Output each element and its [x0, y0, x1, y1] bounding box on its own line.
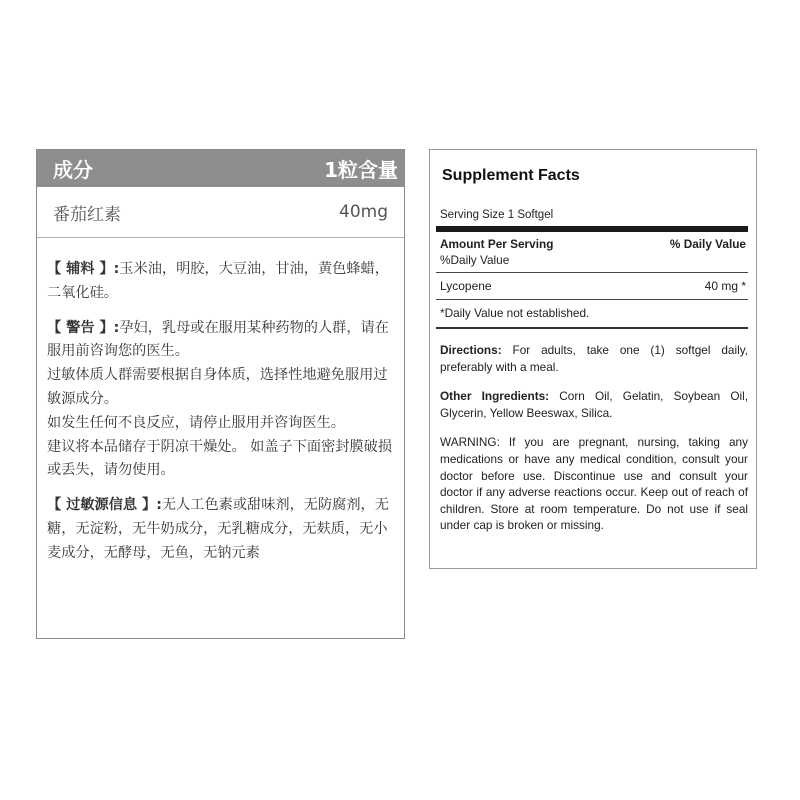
daily-value-label: %Daily Value	[436, 251, 748, 273]
cn-warning-line: 如发生任何不良反应，请停止服用并咨询医生。	[47, 414, 345, 431]
cn-excipients-text: 玉米油，明胶，大豆油，甘油，黄色蜂蜡，二氧化硅。	[47, 261, 389, 301]
lycopene-row	[436, 273, 748, 300]
cn-ingredient-name: 番茄红素	[53, 204, 121, 225]
supplement-facts-panel	[429, 149, 757, 569]
cn-warning-section	[47, 317, 398, 484]
cn-ingredient-panel	[36, 149, 405, 639]
cn-excipients-tag: 【 辅料 】:	[47, 261, 120, 277]
cn-warning-line: 建议将本品储存于阴凉干燥处。 如盖子下面密封膜破损或丢失，请勿使用。	[47, 438, 393, 479]
supplement-facts-title: Supplement Facts	[442, 167, 580, 184]
amount-per-serving-label: Amount Per Serving	[440, 237, 554, 251]
cn-ingredient-row	[37, 187, 404, 238]
cn-header-bar	[37, 150, 404, 187]
cn-header-amount-label: 1粒含量	[324, 158, 398, 182]
cn-warning-tag: 【 警告 】:	[47, 319, 120, 336]
directions-text: For adults, take one (1) softgel daily, preferably with a meal.	[440, 343, 748, 374]
supplement-facts-table	[436, 185, 748, 329]
cn-allergen-tag: 【 过敏源信息 】:	[47, 497, 162, 514]
daily-value-header: % Daily Value	[669, 237, 746, 251]
other-ingredients-label: Other Ingredients:	[440, 389, 550, 404]
cn-ingredient-amount: 40mg	[339, 202, 388, 222]
lycopene-amount: 40 mg *	[704, 279, 746, 293]
cn-allergen-section	[47, 494, 398, 565]
serving-size: Serving Size 1 Softgel	[436, 185, 748, 232]
cn-header-ingredient-label: 成分	[53, 158, 93, 182]
cn-allergen-text: 无人工色素或甜味剂，无防腐剂，无糖，无淀粉，无牛奶成分，无乳糖成分，无麸质，无小麦成分，无酵母，无鱼，无钠元素	[47, 497, 389, 561]
cn-warning-text: 孕妇，乳母或在服用某种药物的人群，请在服用前咨询您的医生。	[47, 319, 389, 360]
cn-body	[37, 238, 404, 566]
warning-paragraph: WARNING: If you are pregnant, nursing, taking any medications or have any medical condition, consult your doctor before use. Discontinue use and consult your doctor if any adverse reactions occur. Keep out of reach of children. Store at room temperature. Do not use if seal under cap is broken or missing.	[440, 435, 748, 533]
other-ingredients-text: Corn Oil, Gelatin, Soybean Oil, Glycerin, Yellow Beeswax, Silica.	[440, 389, 749, 420]
directions-label: Directions:	[440, 343, 502, 357]
cn-warning-line: 过敏体质人群需要根据自身体质，选择性地避免服用过敏源成分。	[47, 367, 388, 407]
amount-header-row	[436, 232, 748, 251]
lycopene-label: Lycopene	[440, 279, 492, 293]
other-ingredients-paragraph	[440, 388, 748, 421]
daily-value-footnote: *Daily Value not established.	[436, 300, 748, 329]
cn-excipients-section	[47, 258, 398, 306]
directions-paragraph	[440, 342, 748, 375]
